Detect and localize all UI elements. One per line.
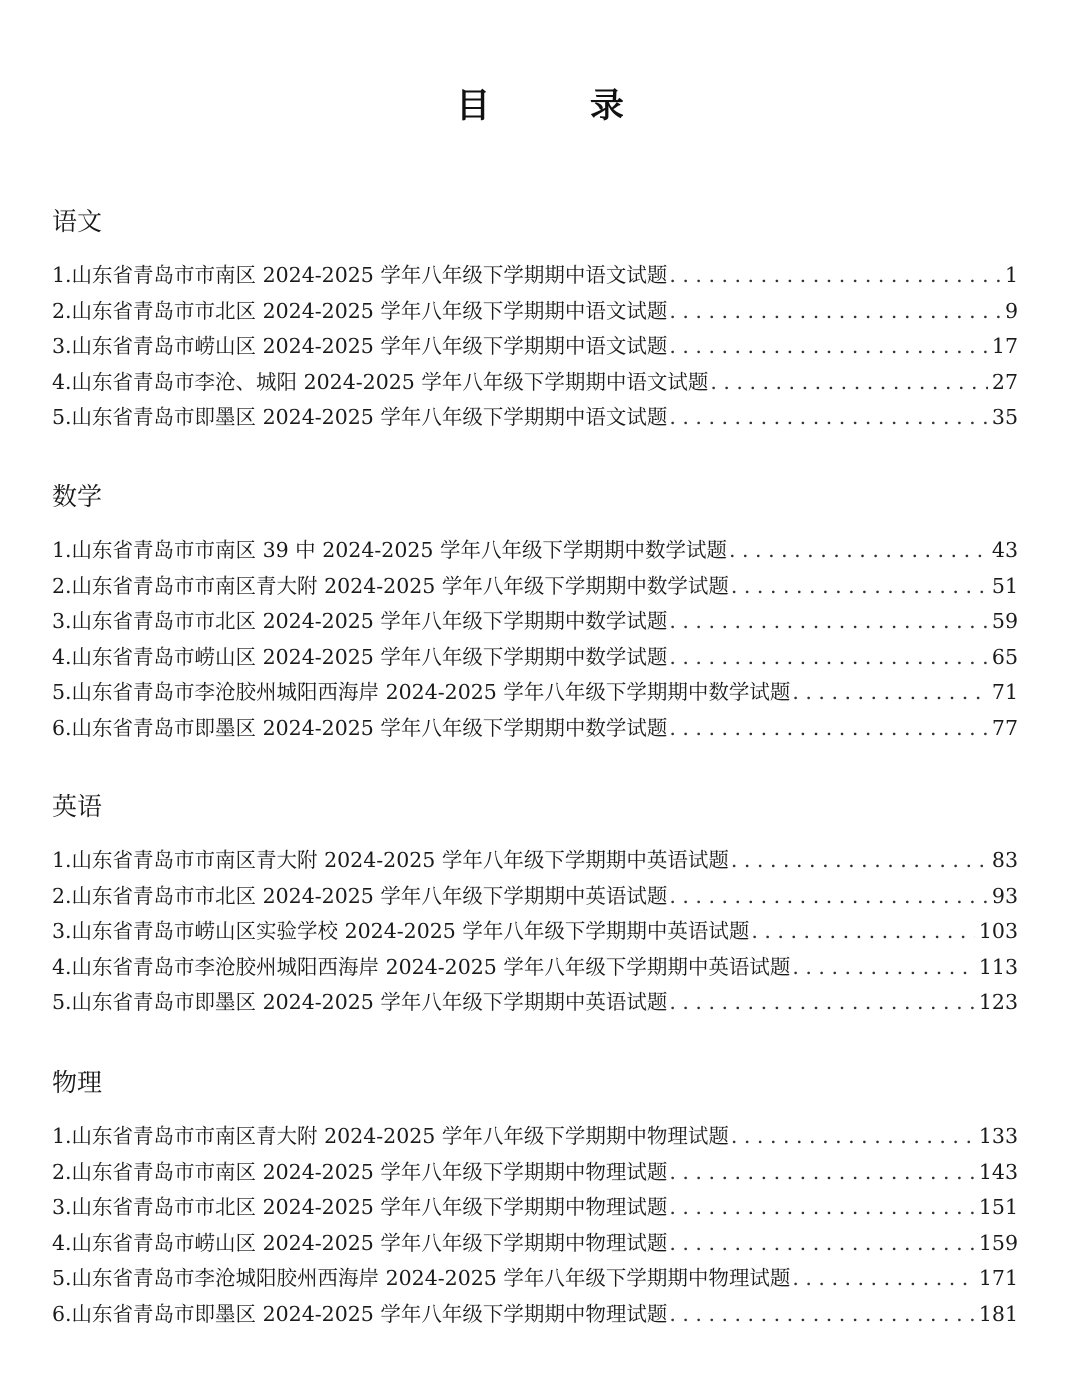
entry-title: 4.山东省青岛市李沧、城阳 2024-2025 学年八年级下学期期中语文试题 (52, 369, 709, 394)
toc-entry[interactable] (52, 879, 1018, 915)
dot-leader (669, 258, 1001, 294)
entry-page-number: 35 (991, 405, 1018, 429)
dot-leader (669, 1226, 975, 1262)
section-chinese (52, 204, 1018, 436)
dot-leader (669, 1190, 975, 1226)
entry-page-number: 17 (991, 334, 1018, 358)
page-title: 目 录 (456, 86, 668, 126)
entry-page-number: 51 (991, 573, 1018, 598)
entry-title: 5.山东省青岛市即墨区 2024-2025 学年八年级下学期期中英语试题 (52, 990, 668, 1014)
toc-entry[interactable] (52, 1297, 1018, 1333)
entry-page-number: 93 (991, 883, 1018, 908)
toc-entry[interactable] (52, 843, 1018, 879)
toc-entry[interactable] (52, 258, 1018, 294)
toc-entry[interactable] (52, 711, 1018, 747)
entry-page-number: 151 (978, 1195, 1018, 1219)
entry-title: 5.山东省青岛市李沧胶州城阳西海岸 2024-2025 学年八年级下学期期中数学试题 (52, 680, 791, 704)
toc-entry[interactable] (52, 604, 1018, 640)
entry-title: 2.山东省青岛市市北区 2024-2025 学年八年级下学期期中语文试题 (52, 298, 668, 323)
section-heading: 英语 (52, 792, 103, 821)
dot-leader (669, 1155, 975, 1191)
entry-title: 6.山东省青岛市即墨区 2024-2025 学年八年级下学期期中数学试题 (52, 715, 668, 740)
dot-leader (669, 604, 988, 640)
entry-page-number: 159 (978, 1230, 1018, 1255)
toc-entry[interactable] (52, 675, 1018, 711)
dot-leader (731, 843, 988, 879)
toc-entry[interactable] (52, 640, 1018, 676)
toc-entry[interactable] (52, 985, 1018, 1021)
entry-page-number: 59 (991, 609, 1018, 633)
entry-title: 2.山东省青岛市市南区 2024-2025 学年八年级下学期期中物理试题 (52, 1159, 668, 1184)
dot-leader (731, 569, 988, 605)
section-heading: 语文 (52, 207, 103, 236)
dot-leader (669, 879, 988, 915)
toc-entry[interactable] (52, 329, 1018, 365)
entry-title: 3.山东省青岛市市北区 2024-2025 学年八年级下学期期中物理试题 (52, 1195, 668, 1219)
entry-page-number: 171 (978, 1266, 1018, 1290)
entry-page-number: 77 (991, 715, 1018, 740)
toc-entry[interactable] (52, 294, 1018, 330)
dot-leader (669, 640, 988, 676)
dot-leader (669, 985, 975, 1021)
entry-title: 4.山东省青岛市崂山区 2024-2025 学年八年级下学期期中物理试题 (52, 1230, 668, 1255)
entry-page-number: 1 (1004, 263, 1018, 287)
entry-title: 2.山东省青岛市市南区青大附 2024-2025 学年八年级下学期期中数学试题 (52, 573, 729, 598)
entry-page-number: 143 (978, 1159, 1018, 1184)
toc-entry[interactable] (52, 1119, 1018, 1155)
dot-leader (731, 1119, 975, 1155)
entry-page-number: 71 (991, 680, 1018, 704)
section-math (52, 479, 1018, 746)
section-english (52, 789, 1018, 1021)
dot-leader (751, 914, 975, 950)
entry-page-number: 9 (1004, 298, 1018, 323)
entry-page-number: 65 (991, 644, 1018, 669)
toc-entry[interactable] (52, 365, 1018, 401)
toc-entry[interactable] (52, 569, 1018, 605)
dot-leader (669, 1297, 975, 1333)
toc-entry[interactable] (52, 1226, 1018, 1262)
dot-leader (669, 294, 1001, 330)
entry-title: 1.山东省青岛市市南区 39 中 2024-2025 学年八年级下学期期中数学试题 (52, 538, 727, 562)
dot-leader (792, 675, 988, 711)
section-heading: 物理 (52, 1068, 103, 1097)
toc-entry[interactable] (52, 1190, 1018, 1226)
entry-title: 3.山东省青岛市崂山区 2024-2025 学年八年级下学期期中语文试题 (52, 334, 668, 358)
entry-title: 4.山东省青岛市李沧胶州城阳西海岸 2024-2025 学年八年级下学期期中英语试题 (52, 954, 791, 979)
entry-title: 5.山东省青岛市李沧城阳胶州西海岸 2024-2025 学年八年级下学期期中物理试题 (52, 1266, 791, 1290)
dot-leader (792, 1261, 975, 1297)
toc-entry[interactable] (52, 400, 1018, 436)
toc-entry[interactable] (52, 1261, 1018, 1297)
toc-entry[interactable] (52, 533, 1018, 569)
entry-title: 2.山东省青岛市市北区 2024-2025 学年八年级下学期期中英语试题 (52, 883, 668, 908)
entry-title: 5.山东省青岛市即墨区 2024-2025 学年八年级下学期期中语文试题 (52, 405, 668, 429)
dot-leader (669, 329, 988, 365)
dot-leader (710, 365, 988, 401)
entry-title: 3.山东省青岛市崂山区实验学校 2024-2025 学年八年级下学期期中英语试题 (52, 919, 750, 943)
entry-title: 1.山东省青岛市市南区青大附 2024-2025 学年八年级下学期期中英语试题 (52, 848, 729, 872)
dot-leader (792, 950, 975, 986)
entry-page-number: 83 (991, 848, 1018, 872)
dot-leader (669, 711, 988, 747)
entry-page-number: 27 (991, 369, 1018, 394)
entry-title: 3.山东省青岛市市北区 2024-2025 学年八年级下学期期中数学试题 (52, 609, 668, 633)
entry-title: 1.山东省青岛市市南区 2024-2025 学年八年级下学期期中语文试题 (52, 263, 668, 287)
entry-page-number: 133 (978, 1124, 1018, 1148)
toc-entry[interactable] (52, 914, 1018, 950)
section-physics (52, 1065, 1018, 1332)
entry-page-number: 123 (978, 990, 1018, 1014)
dot-leader (729, 533, 988, 569)
entry-title: 6.山东省青岛市即墨区 2024-2025 学年八年级下学期期中物理试题 (52, 1301, 668, 1326)
entry-title: 1.山东省青岛市市南区青大附 2024-2025 学年八年级下学期期中物理试题 (52, 1124, 729, 1148)
entry-page-number: 181 (978, 1301, 1018, 1326)
dot-leader (669, 400, 988, 436)
entry-title: 4.山东省青岛市崂山区 2024-2025 学年八年级下学期期中数学试题 (52, 644, 668, 669)
entry-page-number: 103 (978, 919, 1018, 943)
toc-entry[interactable] (52, 1155, 1018, 1191)
entry-page-number: 43 (991, 538, 1018, 562)
toc-entry[interactable] (52, 950, 1018, 986)
entry-page-number: 113 (978, 954, 1018, 979)
section-heading: 数学 (52, 482, 103, 511)
